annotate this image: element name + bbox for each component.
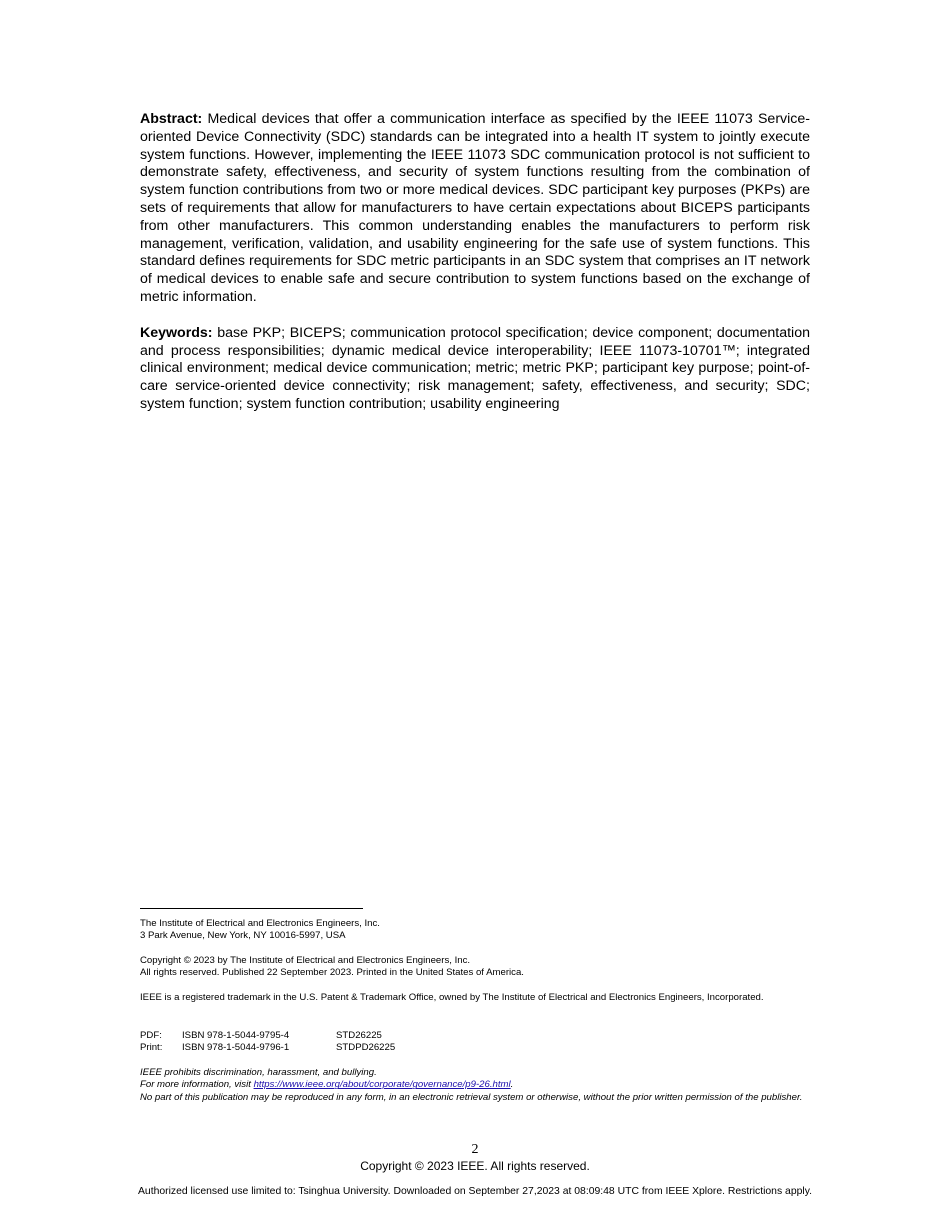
copyright-line-1: Copyright © 2023 by The Institute of Electrical and Electronics Engineers, Inc. [140, 955, 471, 966]
main-text [140, 111, 810, 414]
more-info-suffix: . [510, 1079, 514, 1091]
isbn-number: ISBN 978-1-5044-9795-4 [182, 1030, 290, 1041]
isbn-format: Print: [140, 1042, 163, 1054]
isbn-block [140, 1030, 812, 1055]
governance-link[interactable]: https://www.ieee.org/about/corporate/governance/p9-26.html [253, 1079, 511, 1091]
discrimination-notice: IEEE prohibits discrimination, harassment, and bullying. [140, 1067, 377, 1078]
abstract-text: Medical devices that offer a communication interface as specified by the IEEE 11073 Service-oriented Device Connectivity (SDC) standards can be integrated into a health IT system to jointly execute system functions. However, implementing the IEEE 11073 SDC communication protocol is not sufficient to demonstrate safety, effectiveness, and security of system functions resulting from the combination of system function contributions from two or more medical devices. SDC participant key purposes (PKPs) are sets of requirements that allow for manufacturers to have certain expectations about BICEPS participants from other manufacturers. This common understanding enables the manufacturers to perform risk management, verification, validation, and usability engineering for the safe use of system functions. This standard defines requirements for SDC metric participants in an SDC system that comprises an IT network of medical devices to enable safe and secure contribution to system functions based on the exchange of metric information. [140, 111, 810, 305]
more-info-prefix: For more information, visit [140, 1079, 254, 1091]
keywords-text: base PKP; BICEPS; communication protocol specification; device component; documentation and process responsibilities; dynamic medical device interoperability; IEEE 11073-10701™; integrated clinical environment; medical device communication; metric; metric PKP; participant key purpose; point-of-care service-oriented device connectivity; risk management; safety, effectiveness, and security; SDC; system function; system function contribution; usability engineering [140, 324, 810, 412]
copyright-block [140, 955, 812, 980]
institute-address: 3 Park Avenue, New York, NY 10016-5997, USA [140, 930, 346, 942]
isbn-code: STD26225 [336, 1030, 382, 1041]
authorized-use-notice: Authorized licensed use limited to: Tsinghua University. Downloaded on September 27,2023 at 08:09:48 UTC from IEEE Xplore. Restrictions apply. [137, 1186, 812, 1197]
isbn-code: STDPD26225 [336, 1042, 396, 1054]
isbn-format: PDF: [140, 1030, 162, 1041]
isbn-number: ISBN 978-1-5044-9796-1 [182, 1042, 290, 1054]
keywords-label: Keywords: [140, 324, 213, 341]
reproduction-notice: No part of this publication may be reproduced in any form, in an electronic retrieval system or otherwise, without the prior written permission of the publisher. [140, 1091, 803, 1103]
trademark-text: IEEE is a registered trademark in the U.S. Patent & Trademark Office, owned by The Institute of Electrical and Electronics Engineers, Incorporated. [140, 992, 764, 1003]
institute-name: The Institute of Electrical and Electronics Engineers, Inc. [140, 918, 380, 929]
footnote-divider [140, 908, 363, 909]
abstract-label: Abstract: [140, 111, 203, 127]
page-copyright: Copyright © 2023 IEEE. All rights reserved. [360, 1159, 590, 1173]
keywords-paragraph [140, 325, 810, 414]
isbn-row-print [140, 1042, 812, 1054]
abstract-paragraph [140, 111, 810, 307]
institute-block [140, 918, 812, 943]
legal-block [140, 1067, 812, 1104]
copyright-line-2: All rights reserved. Published 22 September 2023. Printed in the United States of America. [140, 967, 524, 979]
trademark-block [140, 992, 812, 1004]
more-info-line [140, 1079, 812, 1091]
isbn-row-pdf [140, 1030, 812, 1042]
page-number: 2 [471, 1142, 479, 1157]
